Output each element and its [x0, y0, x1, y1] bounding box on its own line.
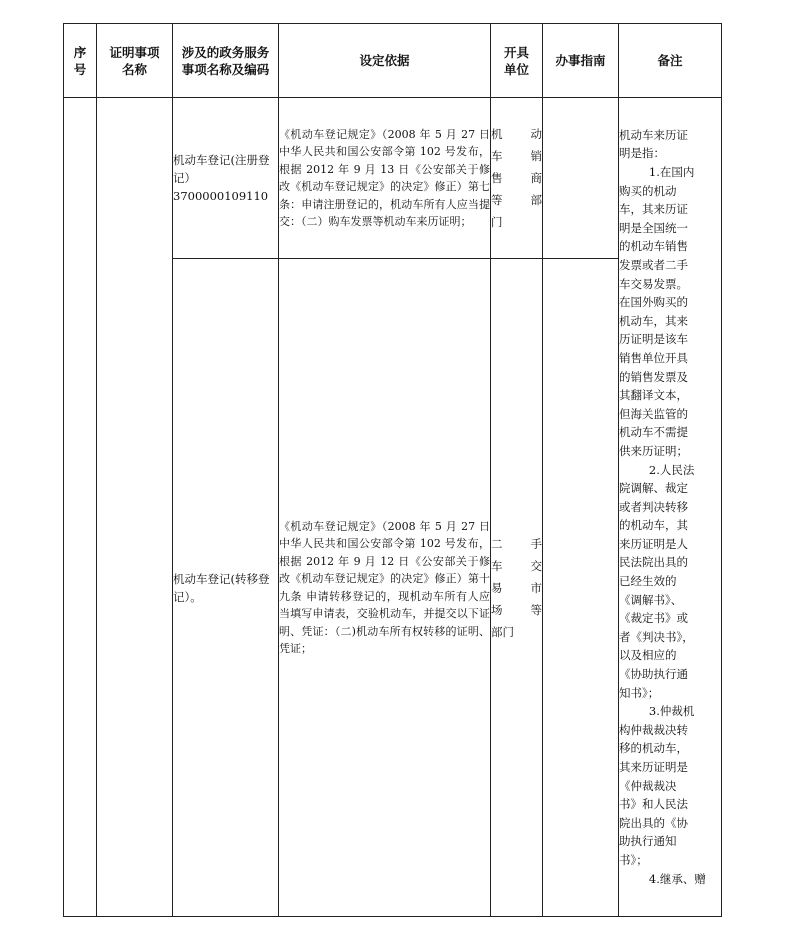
notes-line: 供来历证明；: [619, 443, 688, 458]
unit-line: 易 市: [491, 580, 542, 595]
seq-cell: [64, 98, 97, 917]
notes-line: 机动车来历证: [619, 127, 688, 142]
unit-line: 车 销: [491, 149, 542, 163]
unit-line: 售 商: [491, 171, 542, 185]
notes-line: 院调解、裁定: [619, 481, 688, 496]
unit-line: 等 部: [491, 193, 542, 207]
notes-line: 移的机动车，: [619, 741, 688, 756]
unit-line: 二 手: [491, 536, 542, 551]
notes-line: 其来历证明是: [619, 760, 688, 775]
header-row: [64, 24, 722, 98]
notes-line: 来历证明是人: [619, 536, 688, 551]
unit-line: 部门: [491, 624, 514, 639]
table-row: [64, 98, 722, 259]
notes-line: 在国外购买的: [619, 295, 688, 310]
notes-line: 的机动车，其: [619, 518, 688, 533]
notes-line: 书》和人民法: [619, 797, 688, 812]
unit-line: 场 等: [491, 602, 542, 617]
issuing-unit-cell: [491, 98, 543, 259]
notes-line: 1.在国内: [648, 165, 695, 180]
notes-line: 3.仲裁机: [648, 704, 695, 719]
header-service: 涉及的政务服务事项名称及编码: [173, 24, 279, 98]
basis-cell: 《机动车登记规定》（2008 年 5 月 27 日中华人民共和国公安部令第 102 号发布，根据 2012 年 9 月 12 日《公安部关于修改《机动车登记规定》的决定》修正）第十九条 申请转移登记的，现机动车所有人应当填写申请表，交验机动车，并提交以下证明、凭证：（二)机动车所有权转移的证明、凭证；: [279, 259, 491, 917]
header-basis: 设定依据: [279, 24, 491, 98]
notes-line: 购买的机动: [619, 183, 677, 198]
notes-line: 以及相应的: [619, 648, 677, 663]
unit-line: 门: [491, 215, 503, 229]
unit-line: 机 动: [491, 127, 542, 141]
notes-line: 车，其来历证: [619, 202, 688, 217]
notes-line: 《仲裁裁决: [619, 778, 677, 793]
notes-line: 构仲裁裁决转: [619, 722, 688, 737]
notes-line: 助执行通知: [619, 834, 677, 849]
unit-line: 车 交: [491, 558, 542, 573]
notes-line: 院出具的《协: [619, 815, 688, 830]
header-guide: 办事指南: [543, 24, 619, 98]
issuing-unit-cell: [491, 259, 543, 917]
certification-table: [63, 23, 722, 917]
notes-line: 知书》；: [619, 685, 660, 700]
notes-line: 明是全国统一: [619, 220, 688, 235]
notes-line: 其翻译文本，: [619, 388, 688, 403]
notes-line: 民法院出具的: [619, 555, 688, 570]
header-notes: 备注: [619, 24, 722, 98]
notes-line: 《协助执行通: [619, 667, 688, 682]
notes-line: 《裁定书》或: [619, 611, 688, 626]
notes-line: 发票或者二手: [619, 257, 688, 272]
header-cert-name: 证明事项名称: [97, 24, 173, 98]
header-unit: 开具单位: [491, 24, 543, 98]
notes-line: 或者判决转移: [619, 499, 688, 514]
notes-line: 《调解书》、: [619, 592, 683, 607]
notes-line: 已经生效的: [619, 574, 677, 589]
notes-line: 2.人民法: [648, 462, 695, 477]
notes-line: 的销售发票及: [619, 369, 688, 384]
notes-line: 者《判决书》，: [619, 629, 694, 644]
cert-name-cell: [97, 98, 173, 917]
guide-cell: [543, 98, 619, 259]
notes-line: 明是指：: [619, 146, 665, 161]
notes-line: 但海关监管的: [619, 406, 688, 421]
notes-line: 销售单位开具: [619, 350, 688, 365]
notes-line: 车交易发票。: [619, 276, 688, 291]
basis-cell: 《机动车登记规定》（2008 年 5 月 27 日中华人民共和国公安部令第 102 号发布，根据 2012 年 9 月 13 日《公安部关于修改《机动车登记规定》的决定》修正）第七条：申请注册登记的，机动车所有人应当提交：（二）购车发票等机动车来历证明；: [279, 98, 491, 259]
notes-line: 的机动车销售: [619, 239, 688, 254]
service-item-cell: 机动车登记(注册登记）3700000109110: [173, 98, 279, 259]
notes-line: 机动车，其来: [619, 313, 688, 328]
header-seq: 序号: [64, 24, 97, 98]
notes-line: 4.继承、赠: [648, 871, 706, 886]
guide-cell: [543, 259, 619, 917]
notes-line: 书》；: [619, 852, 648, 867]
notes-line: 机动车不需提: [619, 425, 688, 440]
notes-line: 历证明是该车: [619, 332, 688, 347]
service-item-cell: 机动车登记(转移登记）。: [173, 259, 279, 917]
notes-cell: [619, 98, 722, 917]
